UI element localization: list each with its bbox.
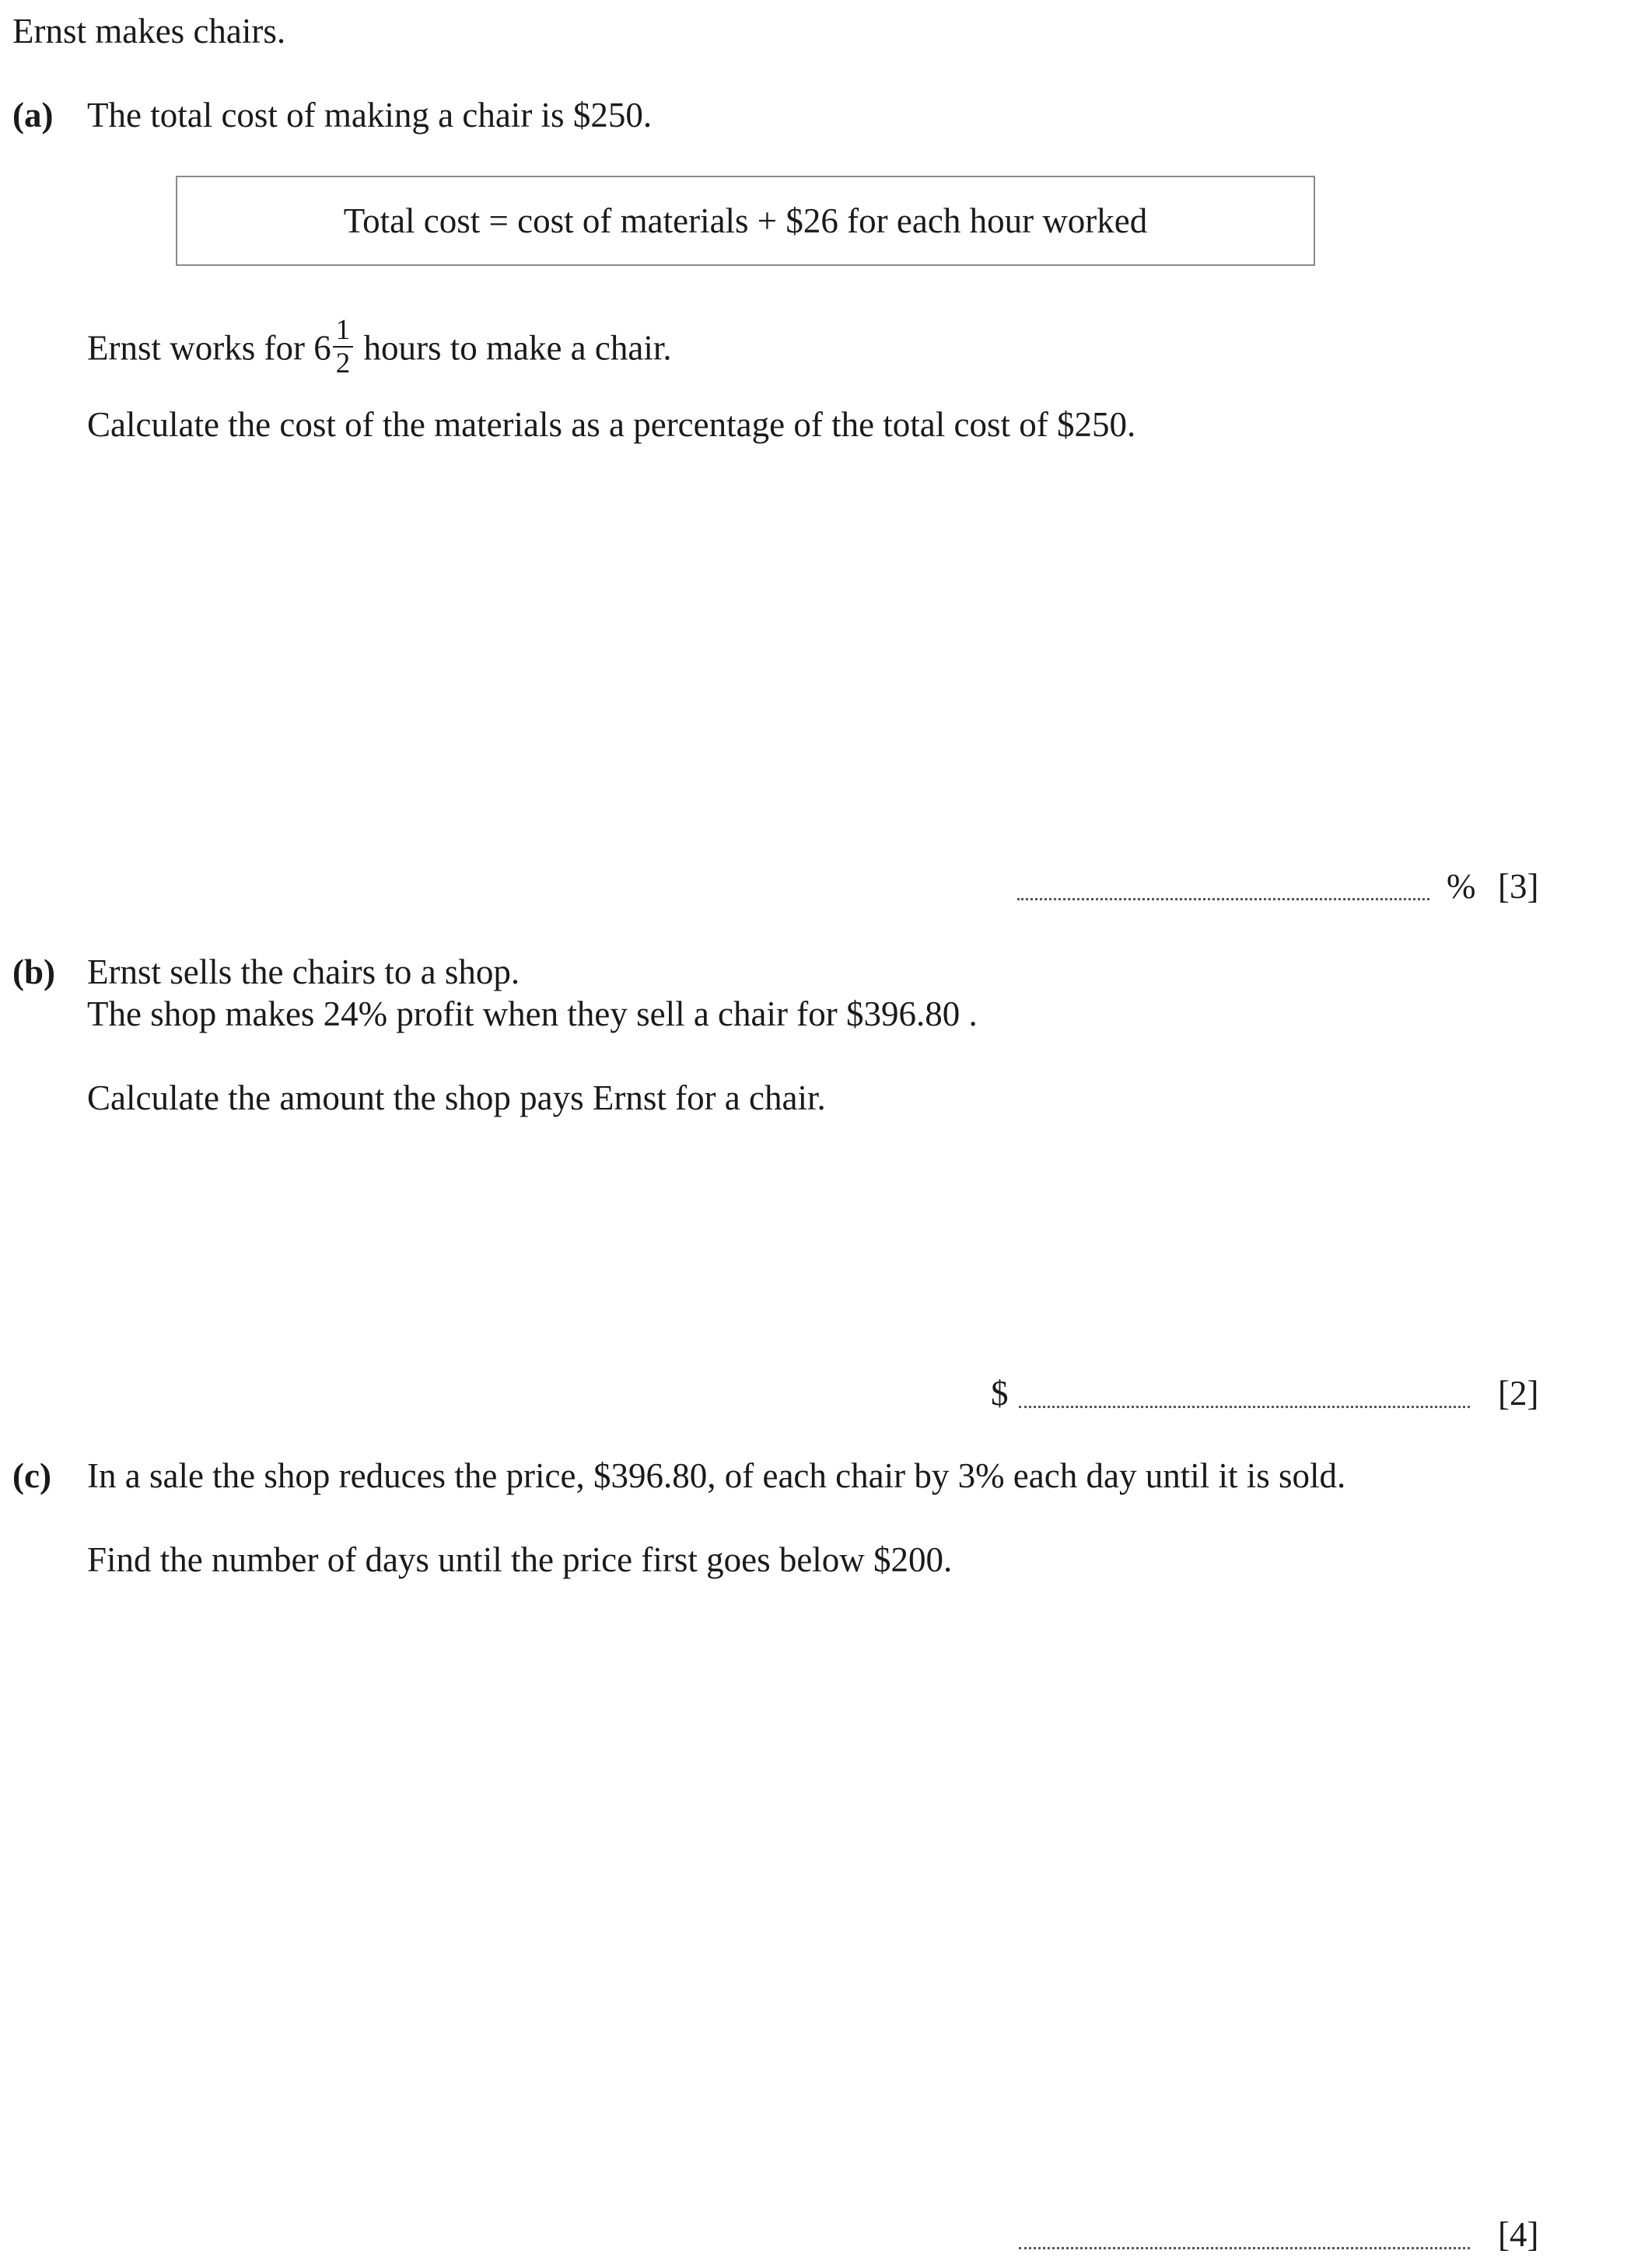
formula-text: Total cost = cost of materials + $26 for each hour worked (343, 201, 1148, 240)
part-b-question: Calculate the amount the shop pays Ernst for a chair. (87, 1078, 826, 1117)
part-a-hours-line (87, 314, 672, 383)
fraction-denominator: 2 (335, 348, 351, 379)
part-b-line2: The shop makes 24% profit when they sell a chair for $396.80 . (87, 994, 978, 1033)
hours-after: hours to make a chair. (363, 328, 672, 368)
part-c-line1: In a sale the shop reduces the price, $396.80, of each chair by 3% each day until it is sold. (87, 1456, 1346, 1495)
answer-line-c[interactable] (1019, 2247, 1470, 2249)
part-b-line1: Ernst sells the chairs to a shop. (87, 952, 520, 991)
marks-c: [4] (1498, 2215, 1539, 2254)
part-a-line1: The total cost of making a chair is $250. (87, 96, 653, 135)
fraction-numerator: 1 (333, 316, 354, 348)
part-a-label: (a) (12, 96, 54, 135)
answer-prefix-dollar: $ (991, 1374, 1009, 1413)
part-c-label: (c) (12, 1456, 51, 1495)
part-b-label: (b) (12, 952, 55, 991)
fraction-one-half (333, 316, 354, 378)
part-c-question: Find the number of days until the price first goes below $200. (87, 1540, 953, 1579)
intro-text: Ernst makes chairs. (12, 12, 286, 51)
answer-unit-percent: % (1447, 867, 1476, 906)
part-a-question: Calculate the cost of the materials as a percentage of the total cost of $250. (87, 405, 1136, 444)
answer-line-a[interactable] (1017, 898, 1429, 900)
formula-box (176, 176, 1315, 266)
answer-line-b[interactable] (1019, 1406, 1470, 1408)
marks-a: [3] (1498, 867, 1539, 906)
marks-b: [2] (1498, 1374, 1539, 1413)
hours-before: Ernst works for 6 (87, 328, 331, 368)
